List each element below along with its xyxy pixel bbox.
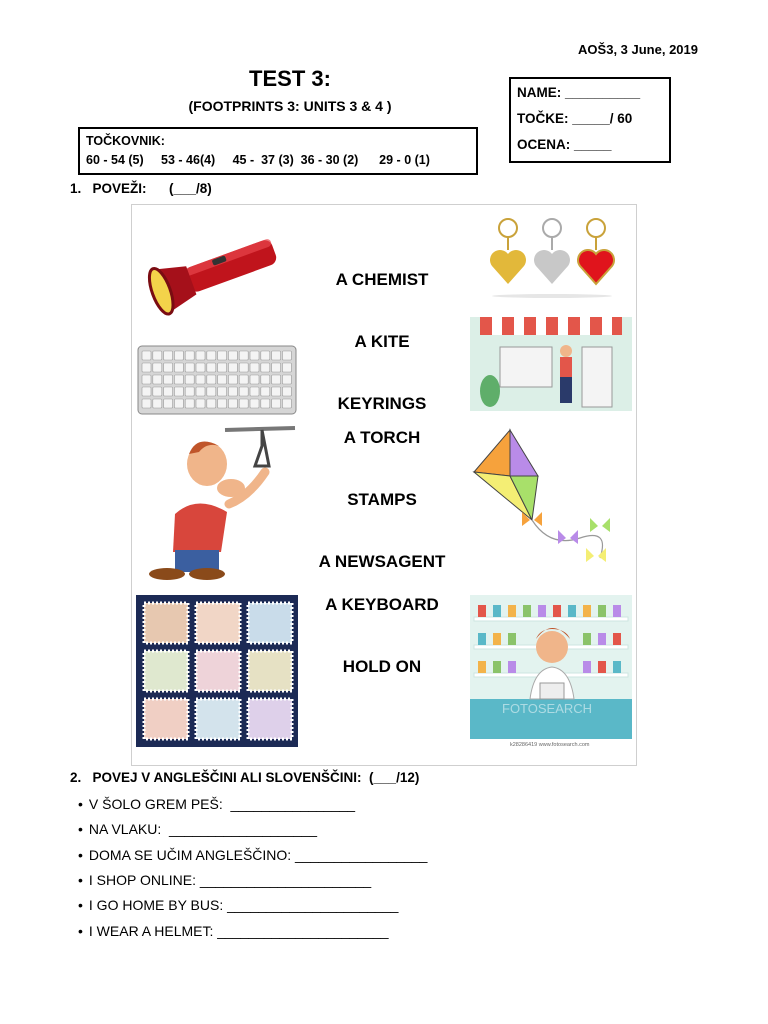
word-stamps: STAMPS	[347, 490, 417, 509]
keyrings-picture	[484, 216, 620, 300]
stamps-picture	[136, 595, 298, 747]
translation-item[interactable]: • DOMA SE UČIM ANGLEŠČINO: _________________	[78, 847, 427, 863]
word-a-keyboard: A KEYBOARD	[325, 595, 439, 614]
translation-item[interactable]: • I SHOP ONLINE: ______________________	[78, 872, 371, 888]
picture-caption: k28286419 www.fotosearch.com	[510, 742, 590, 747]
exercise-2-heading: 2. POVEJ V ANGLEŠČINI ALI SLOVENŠČINI: (___/12)	[70, 770, 420, 785]
name-field[interactable]: NAME: __________	[517, 85, 641, 100]
test-subtitle: (FOOTPRINTS 3: UNITS 3 & 4 )	[188, 98, 392, 114]
translation-item[interactable]: • I GO HOME BY BUS: ______________________	[78, 897, 398, 913]
torch-picture	[146, 226, 288, 318]
grading-scale-box	[78, 127, 478, 175]
translation-item[interactable]: • V ŠOLO GREM PEŠ: ________________	[78, 796, 355, 812]
word-a-kite: A KITE	[354, 332, 410, 351]
man-holding-on-picture	[137, 424, 297, 582]
kite-picture	[470, 428, 630, 574]
translation-item[interactable]: • I WEAR A HELMET: ______________________	[78, 923, 389, 939]
test-title: TEST 3:	[249, 66, 331, 91]
points-field[interactable]: TOČKE: _____/ 60	[517, 111, 633, 126]
chemist-picture	[470, 595, 632, 747]
newsagent-picture	[470, 317, 632, 411]
grading-ranges: 60 - 54 (5) 53 - 46(4) 45 - 37 (3) 36 - 30 (2) 29 - 0 (1)	[86, 153, 430, 167]
translation-item[interactable]: • NA VLAKU: ___________________	[78, 821, 317, 837]
grade-field[interactable]: OCENA: _____	[517, 137, 612, 152]
grading-label: TOČKOVNIK:	[86, 134, 165, 148]
student-info-box	[509, 77, 671, 163]
word-a-chemist: A CHEMIST	[335, 270, 429, 289]
word-keyrings: KEYRINGS	[337, 394, 427, 413]
exercise-1-heading: 1. POVEŽI: (___/8)	[70, 181, 212, 196]
word-a-newsagent: A NEWSAGENT	[318, 552, 446, 571]
word-a-torch: A TORCH	[343, 428, 421, 447]
test-date: AOŠ3, 3 June, 2019	[578, 42, 698, 57]
keyboard-picture	[137, 345, 297, 415]
watermark-text: FOTOSEARCH	[502, 701, 593, 716]
word-hold-on: HOLD ON	[342, 657, 422, 676]
